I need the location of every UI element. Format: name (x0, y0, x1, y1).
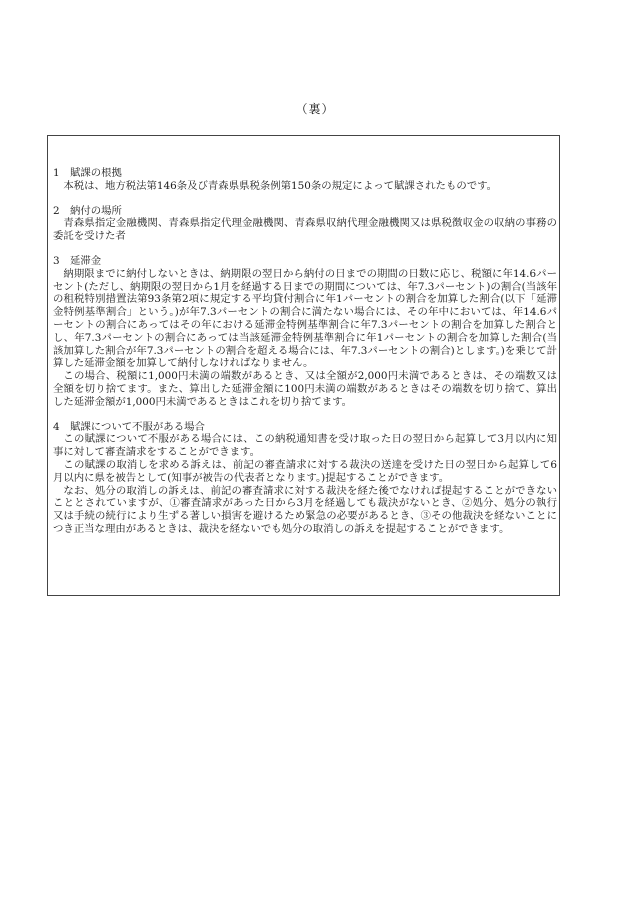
section-title: 賦課の根拠 (70, 167, 122, 179)
section-heading (53, 255, 557, 268)
section-paragraph: この賦課の取消しを求める訴えは、前記の審査請求に対する裁決の送達を受けた日の翌日から起算して6月以内に県を被告として(知事が被告の代表者となります。)提起することができます。 (53, 458, 557, 484)
section-number: 2 (53, 204, 60, 217)
section-heading (53, 421, 557, 434)
section-payment-place (53, 205, 557, 243)
page-title: （裏） (295, 102, 335, 116)
section-paragraph: なお、処分の取消しの訴えは、前記の審査請求に対する裁決を経た後でなければ提起することができないこととされていますが、①審査請求があった日から3月を経過しても裁決がないとき、②処分、処分の執行又は手続の続行により生ずる著しい損害を避けるため緊急の必要があるとき、③その他裁決を経ないことにつき正当な理由があるときは、裁決を経ないでも処分の取消しの訴えを提起することができます。 (53, 484, 557, 535)
section-paragraph: 青森県指定金融機関、青森県指定代理金融機関、青森県収納代理金融機関又は県税徴収金の収納の事務の委託を受けた者 (53, 217, 557, 243)
section-title: 延滞金 (70, 254, 102, 267)
section-heading (53, 205, 557, 218)
section-paragraph: この賦課について不服がある場合には、この納税通知書を受け取った日の翌日から起算して3月以内に知事に対して審査請求をすることができます。 (53, 433, 557, 459)
section-objection (53, 421, 557, 536)
section-number: 3 (53, 254, 60, 267)
notice-content (53, 167, 557, 548)
section-heading (53, 167, 557, 180)
section-basis (53, 167, 557, 193)
section-paragraph: 納期限までに納付しないときは、納期限の翌日から納付の日までの期間の日数に応じ、税額に年14.6パーセント(ただし、納期限の翌日から1月を経過する日までの期間については、年7.3パーセント)の割合(当該年の租税特別措置法第93条第2項に規定する平均貸付割合に年1パーセントの割合を加算した割合(以下「延滞金特例基準割合」という。)が年7.3パーセントの割合に満たない場合には、その年中においては、年14.6パーセントの割合にあってはその年における延滞金特例基準割合に年7.3パーセントの割合を加算した割合とし、年7.3パーセントの割合にあっては当該延滞金特例基準割合に年1パーセントの割合を加算した割合(当該加算した割合が年7.3パーセントの割合を超える場合には、年7.3パーセントの割合)とします。)を乗じて計算した延滞金額を加算して納付しなければなりません。 (53, 267, 557, 370)
section-title: 賦課について不服がある場合 (70, 420, 205, 433)
section-paragraph: この場合、税額に1,000円未満の端数があるとき、又は全額が2,000円未満であるときは、その端数又は全額を切り捨てます。また、算出した延滞金額に100円未満の端数があるときはその端数を切り捨て、算出した延滞金額が1,000円未満であるときはこれを切り捨てます。 (53, 370, 557, 408)
section-title: 納付の場所 (70, 204, 122, 217)
section-number: 1 (53, 167, 60, 179)
section-number: 4 (53, 420, 60, 433)
section-late-fee (53, 255, 557, 409)
section-paragraph: 本税は、地方税法第146条及び青森県県税条例第150条の規定によって賦課されたものです。 (63, 179, 498, 192)
